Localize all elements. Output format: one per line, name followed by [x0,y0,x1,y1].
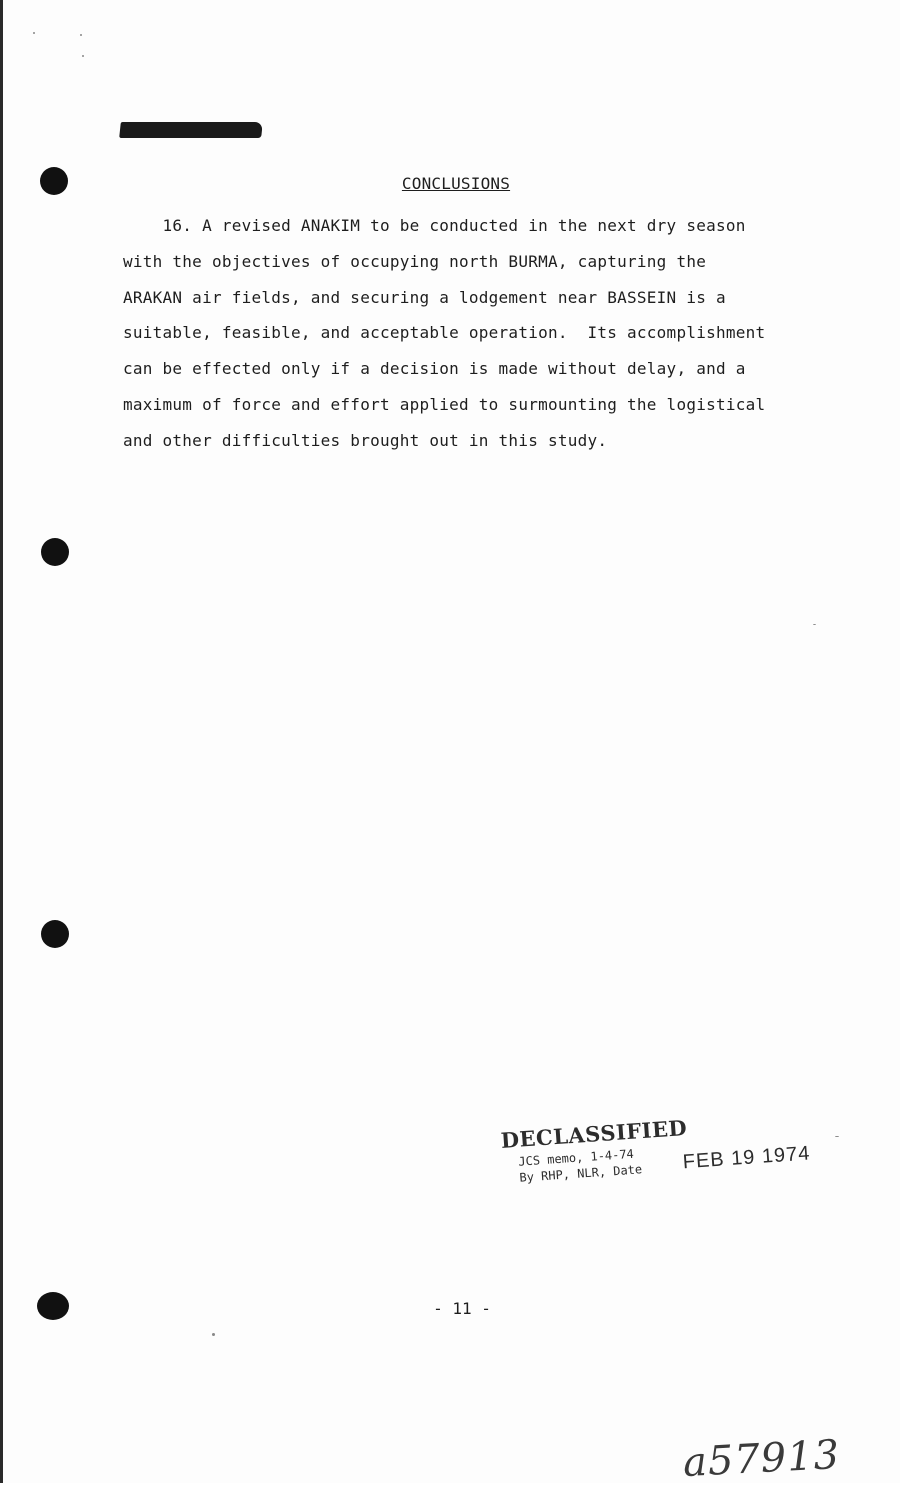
punch-hole-3 [41,920,69,948]
stamp-reviewer: By RHP, NLR, Date [519,1162,643,1185]
paragraph-line: 16. A revised ANAKIM to be conducted in the next dry season [123,216,746,235]
stamp-date: FEB 19 1974 [682,1142,812,1174]
handwritten-note: a57913 [681,1431,842,1486]
paragraph-line: can be effected only if a decision is made without delay, and a [123,359,746,379]
paragraph-line: maximum of force and effort applied to surmounting the logistical [123,394,766,414]
section-heading: CONCLUSIONS [401,174,511,193]
scan-speck [212,1333,215,1336]
redaction-mark [119,122,263,138]
scan-speck [33,32,35,34]
paragraph-line: suitable, feasible, and acceptable operation. Its accomplishment [123,323,766,343]
scan-speck [835,1136,839,1137]
stamp-title: DECLASSIFIED [500,1114,688,1153]
paragraph-line: with the objectives of occupying north BURMA, capturing the [123,251,707,271]
scan-speck [813,624,816,625]
punch-hole-2 [41,538,69,566]
stamp-authority: JCS memo, 1-4-74 [517,1146,635,1169]
scan-edge [0,0,3,1483]
conclusions-paragraph [123,208,843,459]
paragraph-line: and other difficulties brought out in this study. [123,430,608,450]
declassified-stamp [500,1106,825,1208]
page-number: - 11 - [433,1299,491,1318]
paragraph-line: ARAKAN air fields, and securing a lodgement near BASSEIN is a [123,287,726,307]
scan-speck [80,34,82,36]
scan-speck [82,55,84,57]
